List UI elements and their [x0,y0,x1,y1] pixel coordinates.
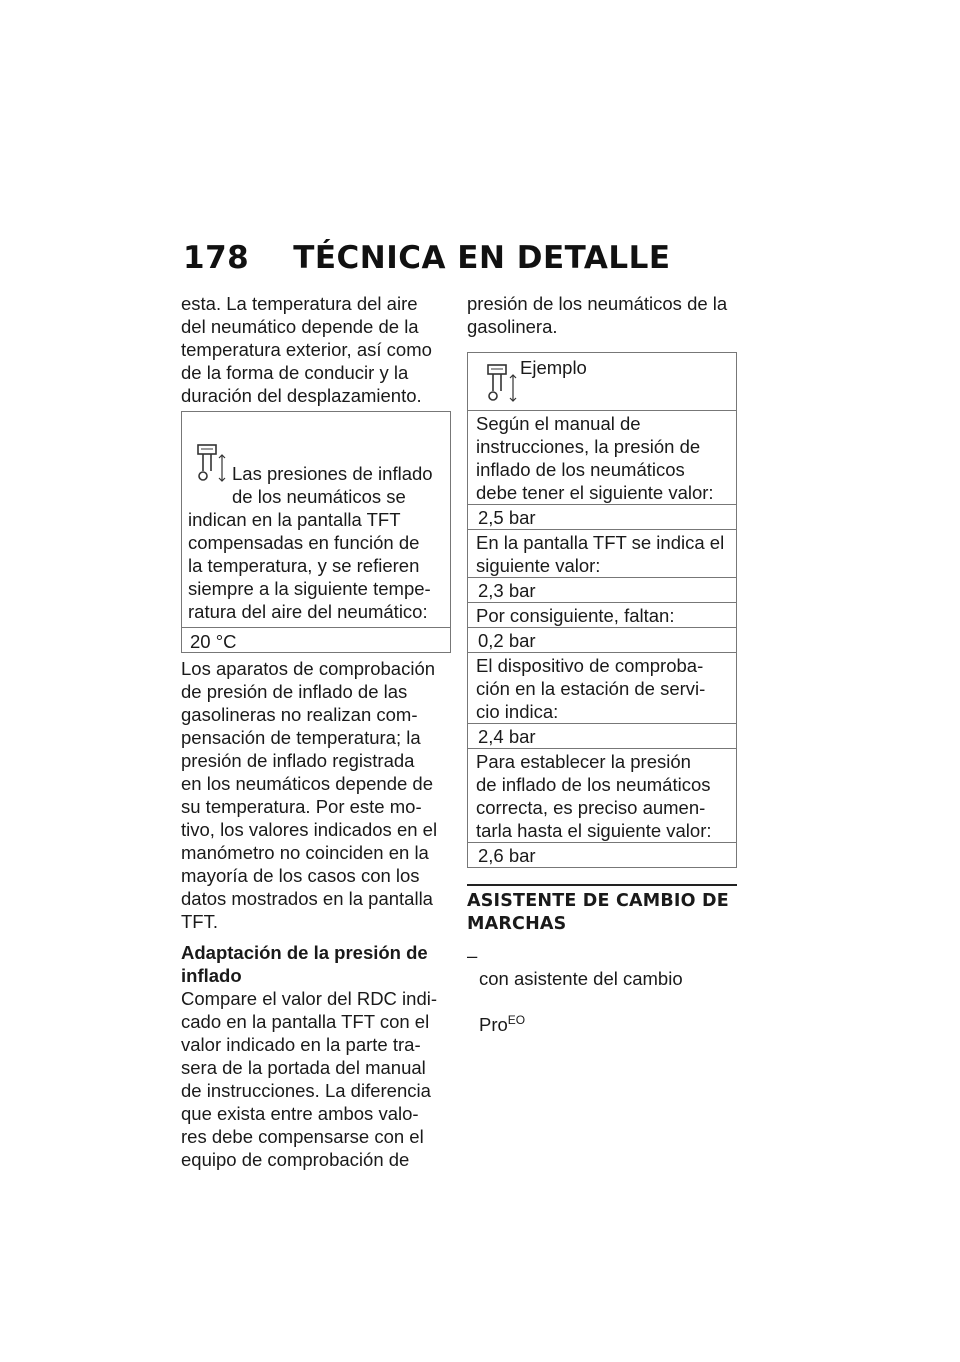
left-paragraph-3: Compare el valor del RDC indi- cado en la pantalla TFT con el valor indicado en la parte tra- sera de la portada del manual de instrucciones. La diferencia que exista entre ambos valo- res debe compensarse con el equipo de comprobación de [181,988,438,1170]
example-row-text: En la pantalla TFT se indica el siguiente valor: [468,529,736,577]
left-column [181,292,451,1171]
section-title: ASISTENTE DE CAMBIO DE MARCHAS [467,891,729,934]
page-title: TÉCNICA EN DETALLE [293,240,671,276]
bullet-text [479,944,683,1036]
example-row-text: El dispositivo de comproba- ción en la estación de servi- cio indica: [468,652,736,723]
example-row-value: 2,4 bar [468,723,736,748]
info-note-body [182,412,450,627]
example-table [467,352,737,868]
tire-pressure-gauge-icon [482,361,522,407]
page-header [183,240,671,276]
left-paragraph-2: Los aparatos de comprobación de presión de inflado de las gasolineras no realizan com- pensación de temperatura; la presión de inflado registrada en los neumáticos depende de su temperatura. Por este mo- tivo, los valores indicados en el manómetro no coinciden en la mayoría de los casos con los datos mostrados en la pantalla TFT. [181,658,438,932]
bullet-text-line1: con asistente del cambio [479,968,683,989]
info-note [181,411,451,653]
subheading-adaptation: Adaptación de la presión de inflado [181,942,428,986]
example-row-value: 2,6 bar [468,842,736,867]
page-number: 178 [183,240,250,276]
tire-pressure-gauge-icon [188,441,228,487]
example-header [468,353,736,410]
right-column [467,292,737,1036]
bullet-dash: – [467,945,478,966]
right-paragraph-1: presión de los neumáticos de la gasolinera. [467,293,728,337]
info-note-value: 20 °C [182,627,450,652]
example-row-value: 0,2 bar [468,627,736,652]
bullet-text-line2: Pro [479,1014,508,1035]
example-row-value: 2,3 bar [468,577,736,602]
example-row-text: Para establecer la presión de inflado de los neumáticos correcta, es preciso aumen- tarla hasta el siguiente valor: [468,748,736,842]
list-item [467,944,737,1036]
example-label: Ejemplo [520,357,587,378]
left-paragraph-1: esta. La temperatura del aire del neumático depende de la temperatura exterior, así como de la forma de conducir y la duración del desplazamiento. [181,293,432,406]
bullet-superscript: EO [507,1012,526,1027]
example-row-text: Por consiguiente, faltan: [468,602,736,627]
section-divider [467,884,737,886]
example-row-value: 2,5 bar [468,504,736,529]
example-row-text: Según el manual de instrucciones, la presión de inflado de los neumáticos debe tener el siguiente valor: [468,410,736,504]
info-note-text: Las presiones de inflado de los neumáticos se indican en la pantalla TFT compensadas en función de la temperatura, y se refieren siempre a la siguiente tempe- ratura del aire del neumático: [188,463,433,622]
